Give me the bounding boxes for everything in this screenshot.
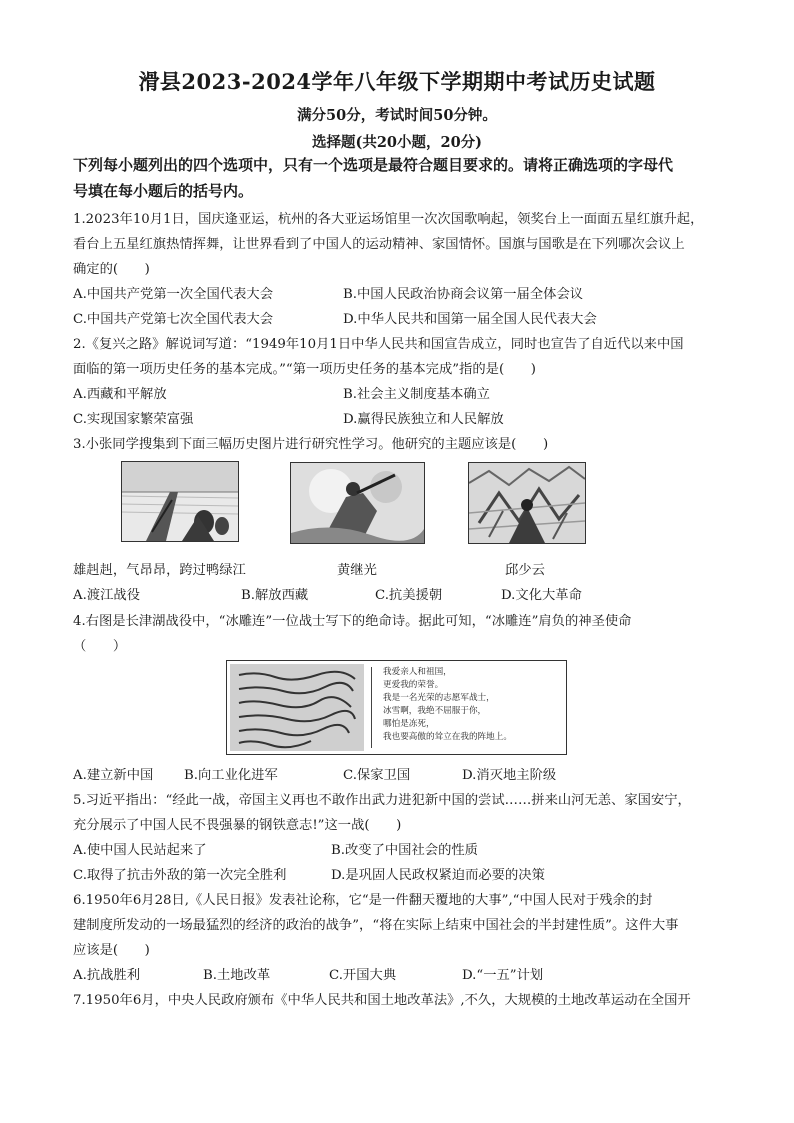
question-6-stem: 建制度所发动的一场最猛烈的经济的政治的战争”，“将在实际上结束中国社会的半封建性质”。这件大事 (73, 918, 679, 933)
handwritten-poem-image (227, 661, 367, 754)
instructions-line: 下列每小题列出的四个选项中，只有一个选项是最符合题目要求的。请将正确选项的字母代 (73, 156, 674, 174)
section-heading: 选择题(共20小题，20分) (311, 134, 483, 151)
question-5-stem: 充分展示了中国人民不畏强暴的钢铁意志!”这一战( ) (73, 818, 402, 833)
question-3-option-d: D.文化大革命 (501, 588, 582, 603)
question-1-stem: 1.2023年10月1日，国庆逢亚运，杭州的各大亚运场馆里一次次国歌响起，领奖台上一面面五星红旗升起， (73, 212, 704, 227)
question-3-option-c: C.抗美援朝 (375, 588, 443, 603)
question-1-stem: 确定的( ) (73, 262, 150, 277)
poem-line: 哪怕是冻死， (383, 719, 435, 729)
image-caption: 黄继光 (337, 563, 377, 578)
question-2-option-b: B.社会主义制度基本确立 (343, 387, 490, 402)
question-4-option-c: C.保家卫国 (343, 768, 411, 783)
question-7-stem: 7.1950年6月，中央人民政府颁布《中华人民共和国土地改革法》,不久，大规模的土地改革运动在全国开 (73, 993, 691, 1008)
question-2-option-a: A.西藏和平解放 (73, 387, 167, 402)
question-1-option-c: C.中国共产党第七次全国代表大会 (73, 312, 274, 327)
page-title: 滑县2023-2024学年八年级下学期期中考试历史试题 (138, 69, 656, 94)
question-5-option-b: B.改变了中国社会的性质 (331, 843, 478, 858)
question-6-stem: 6.1950年6月28日,《人民日报》发表社论称，它“是一件翻天覆地的大事”,“中国人民对于残余的封 (73, 893, 653, 908)
question-6-option-a: A.抗战胜利 (73, 968, 141, 983)
qiu-shaoyun-image (468, 462, 586, 544)
poem-line: 冰雪啊，我绝不屈服于你， (383, 706, 487, 716)
instructions-line: 号填在每小题后的括号内。 (73, 182, 254, 200)
ice-sculpture-poem-figure (226, 660, 567, 755)
question-6-option-d: D.“一五”计划 (462, 968, 544, 983)
poem-line: 我也要高傲的耸立在我的阵地上。 (383, 732, 512, 742)
question-1-option-b: B.中国人民政治协商会议第一届全体会议 (343, 287, 584, 302)
question-1-option-d: D.中华人民共和国第一届全国人民代表大会 (343, 312, 597, 327)
poem-line: 我是一名光荣的志愿军战士， (383, 693, 495, 703)
poem-line: 更爱我的荣誉。 (383, 680, 444, 690)
question-5-option-c: C.取得了抗击外敌的第一次完全胜利 (73, 868, 287, 883)
question-4-option-d: D.消灭地主阶级 (462, 768, 557, 783)
question-5-option-a: A.使中国人民站起来了 (73, 843, 207, 858)
image-caption: 雄赳赳，气昂昂，跨过鸭绿江 (73, 563, 246, 578)
question-3-option-b: B.解放西藏 (241, 588, 309, 603)
figure-divider (371, 667, 372, 748)
question-1-stem: 看台上五星红旗热情挥舞，让世界看到了中国人的运动精神、家国情怀。国旗与国歌是在下列哪次会议上 (73, 237, 685, 252)
question-3-option-a: A.渡江战役 (73, 588, 141, 603)
question-4-stem: 4.右图是长津湖战役中，“冰雕连”一位战士写下的绝命诗。据此可知，“冰雕连”肩负的神圣使命 (73, 614, 632, 629)
question-4-option-b: B.向工业化进军 (184, 768, 278, 783)
question-2-stem: 2.《复兴之路》解说词写道：“1949年10月1日中华人民共和国宣告成立，同时也宣告了自近代以来中国 (73, 337, 684, 352)
question-6-stem: 应该是( ) (73, 943, 150, 958)
question-4-stem: （ ） (73, 639, 127, 654)
question-1-option-a: A.中国共产党第一次全国代表大会 (73, 287, 273, 302)
question-2-option-d: D.赢得民族独立和人民解放 (343, 412, 504, 427)
huang-jiguang-image (290, 462, 425, 544)
question-6-option-b: B.土地改革 (203, 968, 271, 983)
poem-line: 我爱亲人和祖国， (383, 667, 452, 677)
question-4-option-a: A.建立新中国 (73, 768, 154, 783)
exam-meta: 满分50分，考试时间50分钟。 (297, 107, 497, 124)
question-5-stem: 5.习近平指出：“经此一战，帝国主义再也不敢作出武力进犯新中国的尝试……拼来山河无恙、家国安宁， (73, 793, 691, 808)
question-5-option-d: D.是巩固人民政权紧迫而必要的决策 (331, 868, 545, 883)
image-caption: 邱少云 (505, 563, 545, 578)
crossing-yalu-photo (121, 461, 239, 542)
question-2-option-c: C.实现国家繁荣富强 (73, 412, 194, 427)
question-3-stem: 3.小张同学搜集到下面三幅历史图片进行研究性学习。他研究的主题应该是( ) (73, 437, 549, 452)
question-2-stem: 面临的第一项历史任务的基本完成。”“第一项历史任务的基本完成”指的是( ) (73, 362, 536, 377)
question-6-option-c: C.开国大典 (329, 968, 397, 983)
